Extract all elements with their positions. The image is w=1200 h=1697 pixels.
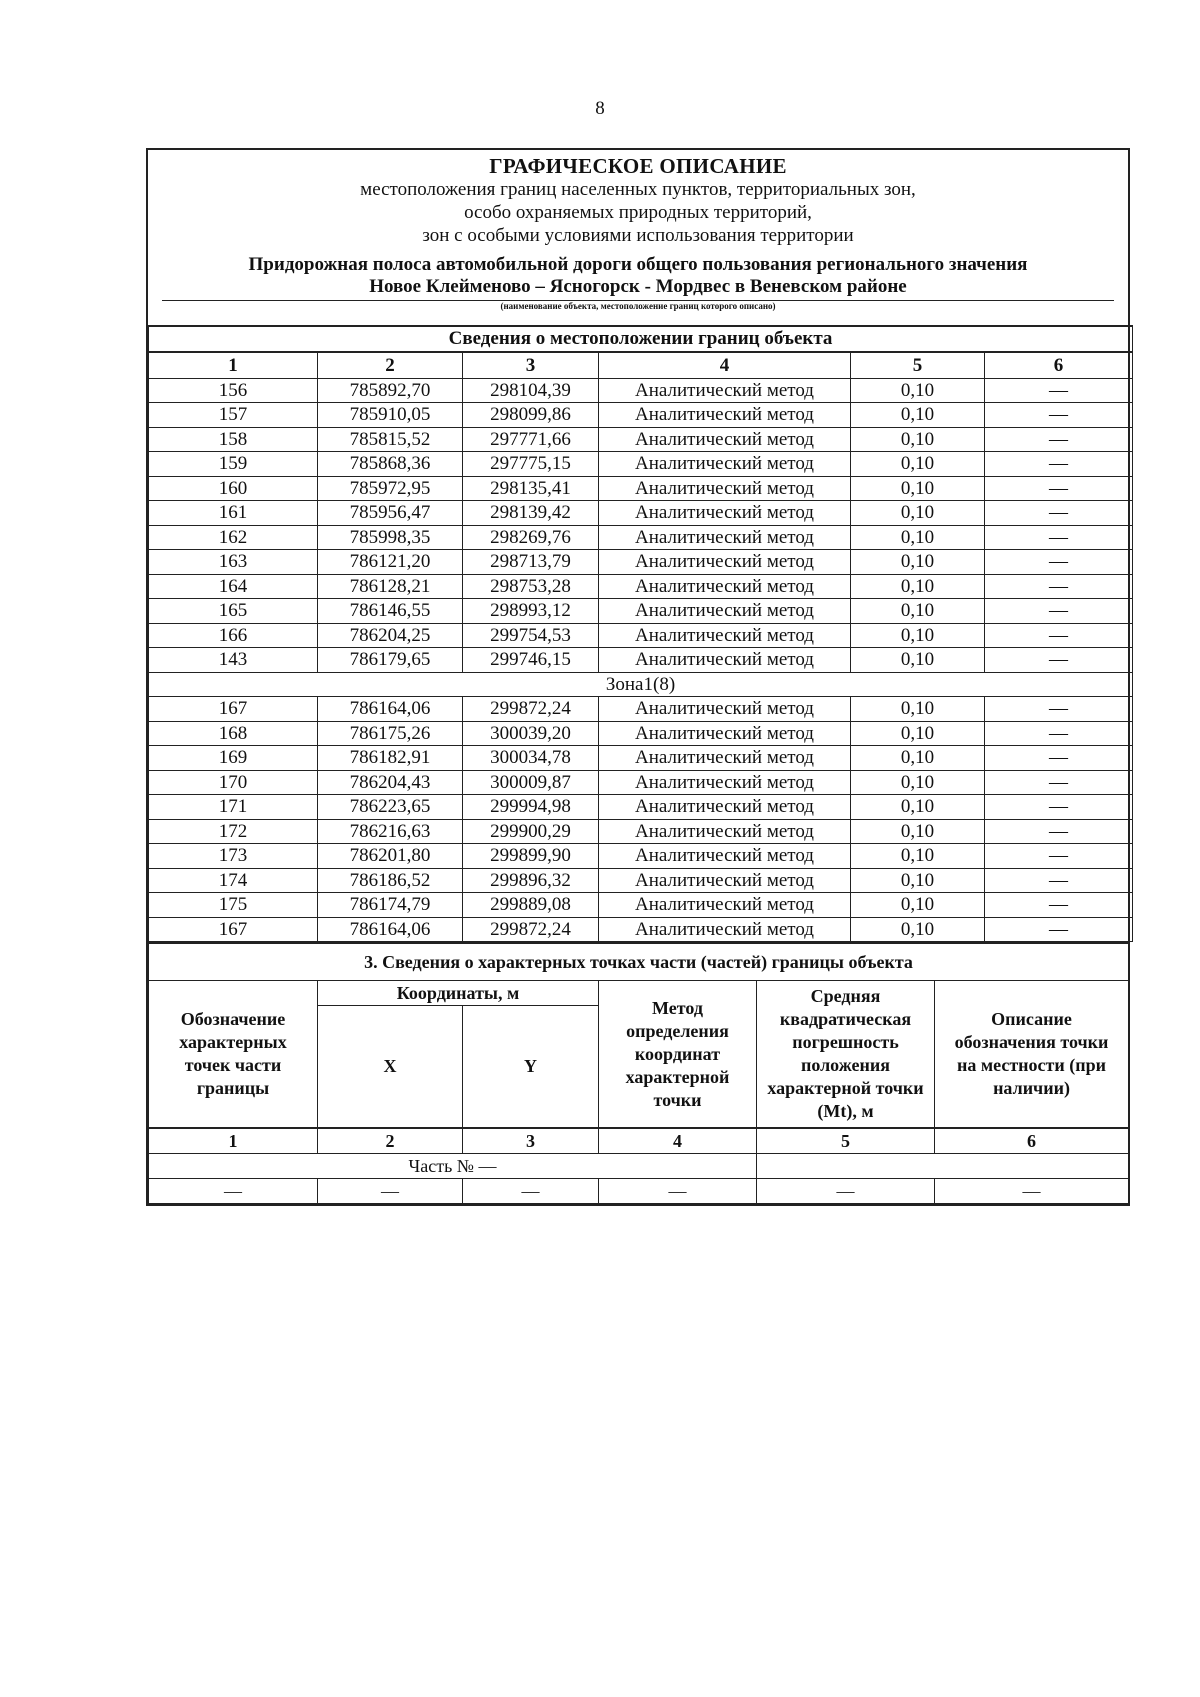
point-number-cell: 161 [149,501,318,526]
x-coordinate-cell: 785956,47 [318,501,463,526]
point-number-cell: 171 [149,795,318,820]
description-cell: — [985,893,1133,918]
x-coordinate-cell: 786175,26 [318,721,463,746]
accuracy-cell: 0,10 [851,868,985,893]
points-section-title: 3. Сведения о характерных точках части (частей) границы объекта [149,943,1129,981]
accuracy-cell: 0,10 [851,893,985,918]
method-cell: Аналитический метод [599,746,851,771]
method-cell: Аналитический метод [599,844,851,869]
method-cell: Аналитический метод [599,378,851,403]
accuracy-cell: 0,10 [851,476,985,501]
description-cell: — [985,746,1133,771]
x-coordinate-cell: 786121,20 [318,550,463,575]
x-coordinate-cell: 786174,79 [318,893,463,918]
description-cell: — [985,868,1133,893]
description-cell: — [985,378,1133,403]
accuracy-cell: 0,10 [851,697,985,722]
accuracy-cell: 0,10 [851,623,985,648]
y-coordinate-cell: 300034,78 [463,746,599,771]
description-cell: — [985,819,1133,844]
x-coordinate-cell: 786204,43 [318,770,463,795]
dash-cell: — [318,1179,463,1204]
y-coordinate-cell: 297775,15 [463,452,599,477]
description-cell: — [985,770,1133,795]
method-cell: Аналитический метод [599,525,851,550]
accuracy-cell: 0,10 [851,501,985,526]
table-row [149,917,1133,942]
points-dash-row [149,1179,1129,1204]
x-coordinate-cell: 785910,05 [318,403,463,428]
object-caption: (наименование объекта, местоположение границ которого описано) [500,301,776,311]
y-coordinate-cell: 299872,24 [463,697,599,722]
method-cell: Аналитический метод [599,599,851,624]
header-x: X [318,1006,463,1129]
x-coordinate-cell: 785868,36 [318,452,463,477]
x-coordinate-cell: 786164,06 [318,917,463,942]
zone-row [149,672,1133,697]
description-cell: — [985,917,1133,942]
description-cell: — [985,501,1133,526]
column-number: 5 [851,352,985,379]
method-cell: Аналитический метод [599,574,851,599]
table-row [149,501,1133,526]
zone-label: Зона1(8) [149,672,1133,697]
table-row [149,819,1133,844]
table-row [149,403,1133,428]
y-coordinate-cell: 298753,28 [463,574,599,599]
x-coordinate-cell: 786128,21 [318,574,463,599]
subtitle-line-3: зон с особыми условиями использования территории [422,225,854,246]
accuracy-cell: 0,10 [851,795,985,820]
y-coordinate-cell: 300039,20 [463,721,599,746]
table-row [149,427,1133,452]
point-number-cell: 169 [149,746,318,771]
x-coordinate-cell: 785815,52 [318,427,463,452]
table-row [149,795,1133,820]
method-cell: Аналитический метод [599,697,851,722]
point-number-cell: 165 [149,599,318,624]
accuracy-cell: 0,10 [851,427,985,452]
table-row [149,893,1133,918]
description-cell: — [985,403,1133,428]
point-number-cell: 157 [149,403,318,428]
description-cell: — [985,623,1133,648]
point-number-cell: 158 [149,427,318,452]
column-number: 4 [599,352,851,379]
y-coordinate-cell: 298269,76 [463,525,599,550]
description-cell: — [985,525,1133,550]
column-number: 6 [935,1128,1129,1154]
header-point-designation: Обозначение характерных точек части границы [149,981,318,1129]
location-table [148,325,1133,942]
y-coordinate-cell: 298135,41 [463,476,599,501]
y-coordinate-cell: 299889,08 [463,893,599,918]
column-number: 2 [318,352,463,379]
accuracy-cell: 0,10 [851,452,985,477]
column-number: 1 [149,1128,318,1154]
x-coordinate-cell: 786204,25 [318,623,463,648]
accuracy-cell: 0,10 [851,819,985,844]
table-row [149,525,1133,550]
column-number: 3 [463,352,599,379]
point-number-cell: 163 [149,550,318,575]
method-cell: Аналитический метод [599,721,851,746]
x-coordinate-cell: 785972,95 [318,476,463,501]
point-number-cell: 159 [149,452,318,477]
x-coordinate-cell: 786201,80 [318,844,463,869]
table-row [149,746,1133,771]
method-cell: Аналитический метод [599,623,851,648]
table-row [149,623,1133,648]
column-number: 6 [985,352,1133,379]
y-coordinate-cell: 299872,24 [463,917,599,942]
y-coordinate-cell: 299994,98 [463,795,599,820]
y-coordinate-cell: 299899,90 [463,844,599,869]
column-number: 1 [149,352,318,379]
accuracy-cell: 0,10 [851,550,985,575]
description-cell: — [985,697,1133,722]
column-number: 3 [463,1128,599,1154]
object-place: Новое Клейменово – Ясногорск - Мордвес в Веневском районе [369,276,907,297]
dash-cell: — [757,1179,935,1204]
description-cell: — [985,452,1133,477]
method-cell: Аналитический метод [599,476,851,501]
document-frame [146,148,1130,1206]
points-section-header [149,943,1129,981]
y-coordinate-cell: 297771,66 [463,427,599,452]
y-coordinate-cell: 298713,79 [463,550,599,575]
description-cell: — [985,550,1133,575]
description-cell: — [985,721,1133,746]
accuracy-cell: 0,10 [851,746,985,771]
x-coordinate-cell: 785998,35 [318,525,463,550]
description-cell: — [985,574,1133,599]
method-cell: Аналитический метод [599,893,851,918]
y-coordinate-cell: 298104,39 [463,378,599,403]
table-row [149,868,1133,893]
part-row [149,1154,1129,1179]
accuracy-cell: 0,10 [851,403,985,428]
point-number-cell: 166 [149,623,318,648]
header-description: Описание обозначения точки на местности (при наличии) [935,981,1129,1129]
dash-cell: — [599,1179,757,1204]
y-coordinate-cell: 298993,12 [463,599,599,624]
table-row [149,844,1133,869]
y-coordinate-cell: 299896,32 [463,868,599,893]
table-row [149,648,1133,673]
header-method: Метод определения координат характерной точки [599,981,757,1129]
point-number-cell: 162 [149,525,318,550]
method-cell: Аналитический метод [599,550,851,575]
point-number-cell: 170 [149,770,318,795]
accuracy-cell: 0,10 [851,770,985,795]
method-cell: Аналитический метод [599,917,851,942]
method-cell: Аналитический метод [599,427,851,452]
location-section-header [149,326,1133,352]
method-cell: Аналитический метод [599,452,851,477]
part-label: Часть № — [149,1154,757,1179]
point-number-cell: 173 [149,844,318,869]
table-row [149,476,1133,501]
method-cell: Аналитический метод [599,819,851,844]
y-coordinate-cell: 299754,53 [463,623,599,648]
table-row [149,599,1133,624]
table-row [149,721,1133,746]
description-cell: — [985,844,1133,869]
description-cell: — [985,476,1133,501]
x-coordinate-cell: 786182,91 [318,746,463,771]
point-number-cell: 175 [149,893,318,918]
y-coordinate-cell: 298099,86 [463,403,599,428]
subtitle-line-2: особо охраняемых природных территорий, [464,202,812,223]
method-cell: Аналитический метод [599,648,851,673]
document-header [148,150,1128,325]
page-number: 8 [595,98,605,119]
point-number-cell: 143 [149,648,318,673]
location-section-title: Сведения о местоположении границ объекта [149,326,1133,352]
point-number-cell: 174 [149,868,318,893]
table-row [149,378,1133,403]
method-cell: Аналитический метод [599,868,851,893]
table-row [149,770,1133,795]
point-number-cell: 168 [149,721,318,746]
table-row [149,574,1133,599]
header-y: Y [463,1006,599,1129]
part-empty-cell [757,1154,1129,1179]
table-row [149,550,1133,575]
method-cell: Аналитический метод [599,770,851,795]
y-coordinate-cell: 299900,29 [463,819,599,844]
point-number-cell: 156 [149,378,318,403]
dash-cell: — [463,1179,599,1204]
accuracy-cell: 0,10 [851,844,985,869]
header-accuracy: Средняя квадратическая погрешность положения характерной точки (Mt), м [757,981,935,1129]
accuracy-cell: 0,10 [851,648,985,673]
y-coordinate-cell: 300009,87 [463,770,599,795]
header-coordinates: Координаты, м [318,981,599,1006]
location-column-numbers [149,352,1133,379]
accuracy-cell: 0,10 [851,599,985,624]
object-name: Придорожная полоса автомобильной дороги общего пользования регионального значения [248,254,1028,275]
description-cell: — [985,648,1133,673]
column-number: 4 [599,1128,757,1154]
accuracy-cell: 0,10 [851,378,985,403]
method-cell: Аналитический метод [599,795,851,820]
dash-cell: — [149,1179,318,1204]
column-number: 5 [757,1128,935,1154]
points-column-numbers [149,1128,1129,1154]
y-coordinate-cell: 299746,15 [463,648,599,673]
description-cell: — [985,427,1133,452]
x-coordinate-cell: 785892,70 [318,378,463,403]
accuracy-cell: 0,10 [851,525,985,550]
subtitle-line-1: местоположения границ населенных пунктов, территориальных зон, [360,179,916,200]
table-row [149,697,1133,722]
points-table [148,942,1129,1204]
point-number-cell: 167 [149,917,318,942]
point-number-cell: 167 [149,697,318,722]
accuracy-cell: 0,10 [851,574,985,599]
description-cell: — [985,599,1133,624]
table-row [149,452,1133,477]
x-coordinate-cell: 786179,65 [318,648,463,673]
dash-cell: — [935,1179,1129,1204]
y-coordinate-cell: 298139,42 [463,501,599,526]
x-coordinate-cell: 786186,52 [318,868,463,893]
accuracy-cell: 0,10 [851,917,985,942]
point-number-cell: 164 [149,574,318,599]
x-coordinate-cell: 786216,63 [318,819,463,844]
document-title: ГРАФИЧЕСКОЕ ОПИСАНИЕ [489,154,787,178]
accuracy-cell: 0,10 [851,721,985,746]
description-cell: — [985,795,1133,820]
x-coordinate-cell: 786223,65 [318,795,463,820]
point-number-cell: 160 [149,476,318,501]
method-cell: Аналитический метод [599,403,851,428]
x-coordinate-cell: 786164,06 [318,697,463,722]
x-coordinate-cell: 786146,55 [318,599,463,624]
column-number: 2 [318,1128,463,1154]
method-cell: Аналитический метод [599,501,851,526]
point-number-cell: 172 [149,819,318,844]
